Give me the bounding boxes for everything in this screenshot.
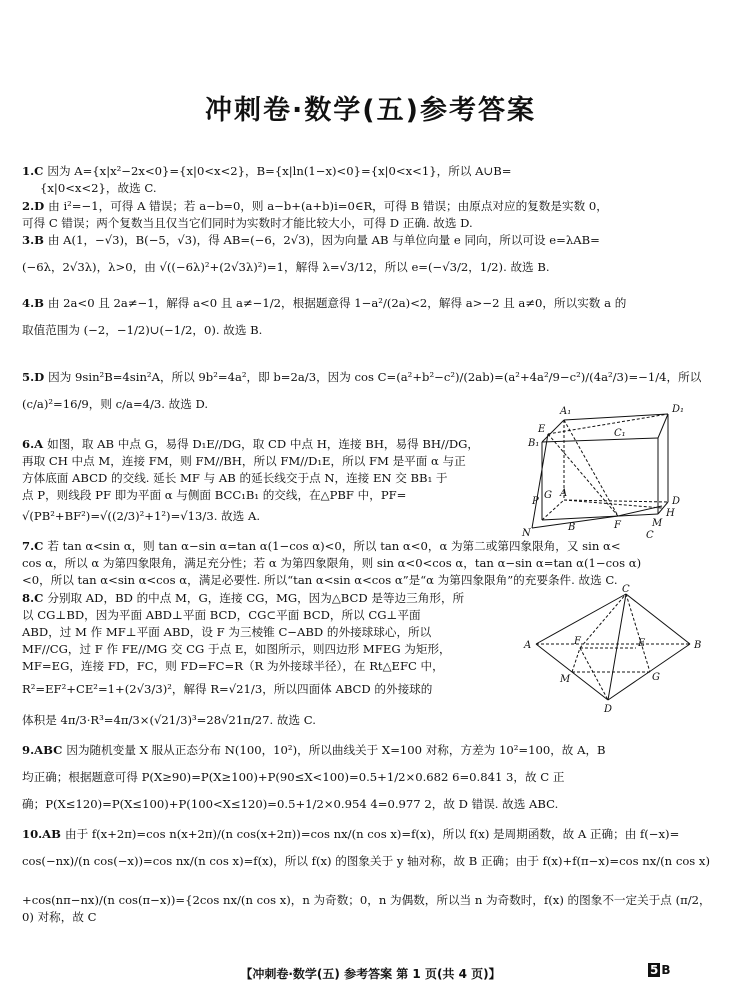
answer-line: {x|0<x<2}，故选 C. [40, 181, 157, 195]
label-d1: D₁ [672, 404, 685, 415]
answer-item [22, 538, 722, 589]
answer-line: 因为 9sin²B=4sin²A，所以 9b²=4a²，即 b=2a/3，因为 cos C=(a²+b²−c²)/(2ab)=(a²+4a²/9−c²)/(4a²/3)=−1/4，所以 [48, 370, 702, 384]
cube-figure [518, 402, 718, 542]
answer-line: <0，所以 tan α<sin α<cos α，满足必要性. 所以“tan α<sin α<cos α”是“α 为第四象限角”的充要条件. 故选 C. [22, 573, 618, 587]
label-b: B [694, 640, 702, 651]
label-p: P [532, 496, 539, 507]
answer-line: 再取 CH 中点 M，连接 FM，则 FM//BH，所以 FM//D₁E，所以 FM 是平面 α 与正 [22, 454, 466, 468]
answer-line: 可得 C 错误；两个复数当且仅当它们同时为实数时才能比较大小，可得 D 正确. 故选 D. [22, 216, 473, 230]
label-e: E [538, 424, 546, 435]
answer-line: R²=EF²+CE²=1+(2√3/3)²，解得 R=√21/3，所以四面体 ABCD 的外接球的 [22, 682, 433, 696]
answer-item [22, 742, 722, 813]
answer-line: MF//CG，过 F 作 FE//MG 交 CG 于点 E，如图所示，则四边形 MFEG 为矩形， [22, 642, 451, 656]
answer-item [22, 232, 722, 276]
answer-line: 体积是 4π/3·R³=4π/3×(√21/3)³=28√21π/27. 故选 C. [22, 713, 316, 727]
label-g: G [652, 672, 660, 683]
label-g: G [544, 490, 552, 501]
answer-line: 由 2a<0 且 2a≠−1，解得 a<0 且 a≠−1/2，根据题意得 1−a²/(2a)<2，解得 a>−2 且 a≠0，所以实数 a 的 [47, 296, 627, 310]
answer-line: 由于 f(x+2π)=cos n(x+2π)/(n cos(x+2π))=cos nx/(n cos x)=f(x)，所以 f(x) 是周期函数，故 A 正确；由 f(−x)= [64, 827, 680, 841]
answer-line: 确；P(X≤120)=P(X≤100)+P(100<X≤120)=0.5+1/2×0.954 4=0.977 2，故 D 错误. 故选 ABC. [22, 797, 559, 811]
answer-line: 点 P，则线段 PF 即为平面 α 与侧面 BCC₁B₁ 的交线，在△PBF 中，PF= [22, 488, 407, 502]
label-f: F [614, 520, 621, 531]
answer-line: 若 tan α<sin α，则 tan α−sin α=tan α(1−cos α)<0，所以 tan α<0，α 为第二或第四象限角，又 sin α< [47, 539, 621, 553]
answer-item [22, 198, 722, 232]
page-footer: 【冲刺卷·数学(五) 参考答案 第 1 页(共 4 页)】 [240, 967, 501, 981]
answer-line: √(PB²+BF²)=√((2/3)²+1²)=√13/3. 故选 A. [22, 509, 261, 523]
answer-item [22, 826, 722, 926]
answer-line: 以 CG⊥BD，因为平面 ABD⊥平面 BCD，CG⊂平面 BCD，所以 CG⊥平面 [22, 608, 421, 622]
answer-line: 由 i²=−1，可得 A 错误；若 a−b=0，则 a−b+(a+b)i=0∈R，可得 B 错误；由原点对应的复数是实数 0， [48, 199, 608, 213]
answer-number: 6.A [22, 437, 44, 451]
answer-line: MF=EG，连接 FD，FC，则 FD=FC=R（R 为外接球半径），在 Rt△EFC 中， [22, 659, 444, 673]
label-m: M [560, 674, 571, 685]
answer-number: 4.B [22, 296, 44, 310]
answer-number: 7.C [22, 539, 44, 553]
label-b1: B₁ [528, 438, 540, 449]
answer-line: 方体底面 ABCD 的交线. 延长 MF 与 AB 的延长线交于点 N，连接 EN 交 BB₁ 于 [22, 471, 448, 485]
answer-number: 9.ABC [22, 743, 63, 757]
answer-line: (−6λ，2√3λ)，λ>0，由 √((−6λ)²+(2√3λ)²)=1，解得 λ=√3/12，所以 e=(−√3/2，1/2). 故选 B. [22, 260, 550, 274]
answer-line: 取值范围为 (−2，−1/2)∪(−1/2，0). 故选 B. [22, 323, 263, 337]
label-a1: A₁ [560, 406, 572, 417]
label-e: E [638, 638, 646, 649]
badge-letter: B [661, 963, 671, 977]
answer-line: cos α，所以 α 为第四象限角，满足充分性；若 α 为第四象限角，则 sin α<0<cos α，tan α−sin α=tan α(1−cos α) [22, 556, 642, 570]
label-m: M [652, 518, 663, 529]
answer-item [22, 163, 722, 197]
answer-number: 10.AB [22, 827, 61, 841]
label-h: H [666, 508, 675, 519]
label-d: D [604, 704, 613, 714]
answer-number: 3.B [22, 233, 44, 247]
answer-line: 因为随机变量 X 服从正态分布 N(100，10²)，所以曲线关于 X=100 对称，方差为 10²=100，故 A，B [66, 743, 606, 757]
answer-line: 分别取 AD，BD 的中点 M，G，连接 CG，MG，因为△BCD 是等边三角形，所 [47, 591, 465, 605]
label-c1: C₁ [614, 428, 626, 439]
label-a: A [560, 488, 568, 499]
page-title: 冲刺卷·数学(五)参考答案 [205, 95, 536, 126]
edition-badge [648, 963, 671, 977]
answer-line: +cos(nπ−nx)/(n cos(π−x))={2cos nx/(n cos x)，n 为奇数；0，n 为偶数，所以当 n 为奇数时，f(x) 的图象不一定关于点 (π/2，0) 对称，故 C [22, 893, 711, 924]
tetrahedron-figure [508, 584, 708, 714]
label-n: N [522, 528, 531, 539]
answer-line: 均正确；根据题意可得 P(X≥90)=P(X≥100)+P(90≤X<100)=0.5+1/2×0.682 6=0.841 3，故 C 正 [22, 770, 565, 784]
answer-line: 由 A(1，−√3)，B(−5，√3)，得 AB=(−6，2√3)，因为向量 AB 与单位向量 e 同向，所以可设 e=λAB= [47, 233, 600, 247]
label-c: C [646, 530, 654, 541]
label-b: B [568, 522, 576, 533]
answer-number: 1.C [22, 164, 44, 178]
answer-line: 如图，取 AB 中点 G，易得 D₁E//DG，取 CD 中点 H，连接 BH，易得 BH//DG， [47, 437, 479, 451]
answer-item [22, 295, 722, 339]
answer-number: 8.C [22, 591, 44, 605]
answer-line: ABD，过 M 作 MF⊥平面 ABD，设 F 为三棱锥 C−ABD 的外接球球心，所以 [22, 625, 432, 639]
label-d: D [672, 496, 681, 507]
badge-number: 5 [650, 963, 659, 977]
answer-number: 5.D [22, 370, 45, 384]
answer-line: (c/a)²=16/9，则 c/a=4/3. 故选 D. [22, 397, 209, 411]
label-f: F [574, 636, 581, 647]
answer-line: cos(−nx)/(n cos(−x))=cos nx/(n cos x)=f(x)，所以 f(x) 的图象关于 y 轴对称，故 B 正确；由于 f(x)+f(π−x)=cos nx/(n cos x) [22, 854, 710, 868]
label-c: C [622, 584, 630, 595]
answer-line: 因为 A={x|x²−2x<0}={x|0<x<2}，B={x|ln(1−x)<0}={x|0<x<1}，所以 A∪B= [47, 164, 512, 178]
answer-number: 2.D [22, 199, 45, 213]
label-a: A [524, 640, 532, 651]
